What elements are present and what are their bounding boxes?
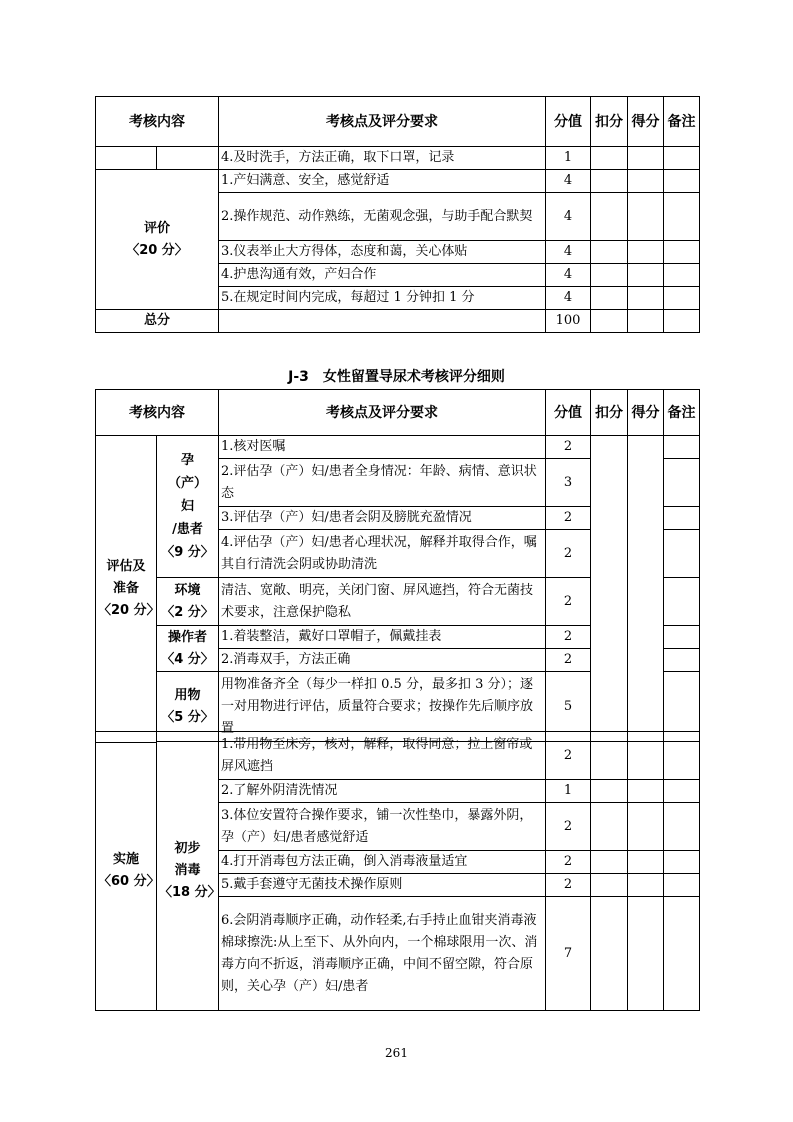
- get-cell[interactable]: [628, 851, 664, 874]
- item-score: 4: [546, 287, 591, 310]
- header-get: 得分: [628, 390, 664, 436]
- score-table-3: [95, 731, 700, 1011]
- header-content: 考核内容: [96, 390, 219, 436]
- get-cell[interactable]: [628, 310, 664, 333]
- item-text: 1.着装整洁，戴好口罩帽子，佩戴挂表: [219, 626, 546, 649]
- item-score: 2: [546, 578, 591, 626]
- deduct-cell[interactable]: [591, 193, 628, 241]
- header-deduct: 扣分: [591, 390, 628, 436]
- item-text: 2.操作规范、动作熟练，无菌观念强，与助手配合默契: [219, 193, 546, 241]
- item-score: 2: [546, 436, 591, 459]
- prep-label-line: 〈20 分〉: [98, 602, 160, 618]
- total-row: [96, 310, 700, 333]
- patient-label-line: 〈9 分〉: [161, 545, 214, 560]
- eval-label: [96, 170, 219, 310]
- item-score: 2: [546, 732, 591, 780]
- item-score: 4: [546, 264, 591, 287]
- item-score: 7: [546, 897, 591, 1011]
- remark-cell[interactable]: [664, 803, 700, 851]
- item-score: 4: [546, 193, 591, 241]
- deduct-cell[interactable]: [591, 241, 628, 264]
- item-score: 2: [546, 874, 591, 897]
- remark-cell[interactable]: [664, 459, 700, 507]
- disinfect-label-line: 初步: [174, 841, 201, 856]
- deduct-cell[interactable]: [591, 803, 628, 851]
- env-label-line: 〈2 分〉: [161, 604, 214, 620]
- item-score: 2: [546, 507, 591, 530]
- disinfect-label-line: 〈18 分〉: [159, 885, 221, 900]
- item-text: 2.消毒双手，方法正确: [219, 649, 546, 672]
- item-score: 2: [546, 851, 591, 874]
- remark-cell[interactable]: [664, 287, 700, 310]
- total-label: 总分: [96, 310, 219, 333]
- table-row: [96, 147, 700, 170]
- patient-label: [157, 436, 219, 578]
- item-score: 3: [546, 459, 591, 507]
- disinfect-label: [157, 732, 219, 1011]
- header-remark: 备注: [664, 97, 700, 147]
- item-score: 5: [546, 672, 591, 742]
- item-text: 2.了解外阴清洗情况: [219, 780, 546, 803]
- deduct-cell[interactable]: [591, 874, 628, 897]
- operator-label-line: 〈4 分〉: [161, 651, 214, 667]
- item-score: 4: [546, 170, 591, 193]
- deduct-cell[interactable]: [591, 780, 628, 803]
- header-row: [96, 390, 700, 436]
- item-text: 5.在规定时间内完成，每超过 1 分钟扣 1 分: [219, 287, 546, 310]
- remark-cell[interactable]: [664, 732, 700, 780]
- header-score: 分值: [546, 97, 591, 147]
- deduct-cell[interactable]: [591, 264, 628, 287]
- get-cell[interactable]: [628, 803, 664, 851]
- item-text: 1.产妇满意、安全，感觉舒适: [219, 170, 546, 193]
- header-score: 分值: [546, 390, 591, 436]
- remark-cell[interactable]: [664, 626, 700, 649]
- empty-cell: [157, 147, 219, 170]
- table-row: [96, 170, 700, 193]
- operator-label: [157, 626, 219, 672]
- prep-label: [96, 436, 160, 743]
- deduct-cell[interactable]: [591, 436, 628, 742]
- score-table-1: [95, 96, 700, 333]
- patient-label-line: 妇: [180, 499, 194, 514]
- prep-label-line: 评估及: [106, 558, 146, 574]
- prep-label-line: 准备: [112, 580, 139, 596]
- remark-cell[interactable]: [664, 147, 700, 170]
- operator-label-line: 操作者: [167, 629, 207, 645]
- table-row: [96, 436, 700, 459]
- remark-cell[interactable]: [664, 241, 700, 264]
- section-title: J-3 女性留置导尿术考核评分细则: [288, 369, 505, 385]
- get-cell[interactable]: [628, 241, 664, 264]
- get-cell[interactable]: [628, 170, 664, 193]
- empty-cell: [96, 147, 157, 170]
- page-number: 261: [385, 1046, 408, 1060]
- item-text: 3.仪表举止大方得体，态度和蔼，关心体贴: [219, 241, 546, 264]
- item-score: 2: [546, 530, 591, 578]
- item-text: 1.核对医嘱: [219, 436, 546, 459]
- header-row: [96, 97, 700, 147]
- remark-cell[interactable]: [664, 310, 700, 333]
- patient-label-line: 孕: [180, 453, 194, 468]
- remark-cell[interactable]: [664, 193, 700, 241]
- item-text: 3.评估孕（产）妇/患者会阴及膀胱充盈情况: [219, 507, 546, 530]
- remark-cell[interactable]: [664, 170, 700, 193]
- item-text: 6.会阴消毒顺序正确，动作轻柔,右手持止血钳夹消毒液棉球擦洗:从上至下、从外向内，一个棉球限用一次、消毒方向不折返，消毒顺序正确，中间不留空隙，符合原则，关心孕（产）妇/患者: [219, 897, 546, 1011]
- score-table-2: [95, 389, 700, 743]
- header-deduct: 扣分: [591, 97, 628, 147]
- item-text: 3.体位安置符合操作要求，铺一次性垫巾，暴露外阴，孕（产）妇/患者感觉舒适: [219, 803, 546, 851]
- deduct-cell[interactable]: [591, 147, 628, 170]
- item-text: 2.评估孕（产）妇/患者全身情况：年龄、病情、意识状态: [219, 459, 546, 507]
- get-cell[interactable]: [628, 193, 664, 241]
- header-get: 得分: [628, 97, 664, 147]
- get-cell[interactable]: [628, 732, 664, 780]
- total-score: 100: [546, 310, 591, 333]
- remark-cell[interactable]: [664, 436, 700, 459]
- item-text: 清洁、宽敞、明亮，关闭门窗、屏风遮挡，符合无菌技术要求，注意保护隐私: [219, 578, 546, 626]
- get-cell[interactable]: [628, 780, 664, 803]
- deduct-cell[interactable]: [591, 851, 628, 874]
- item-score: 1: [546, 147, 591, 170]
- item-score: 2: [546, 649, 591, 672]
- item-score: 1: [546, 780, 591, 803]
- table-row: [96, 732, 700, 780]
- remark-cell[interactable]: [664, 851, 700, 874]
- supplies-label-line: 〈5 分〉: [161, 709, 214, 725]
- env-label-line: 环境: [174, 582, 201, 598]
- remark-cell[interactable]: [664, 897, 700, 1011]
- impl-label: [96, 732, 160, 1011]
- item-score: 2: [546, 803, 591, 851]
- get-cell[interactable]: [628, 897, 664, 1011]
- deduct-cell[interactable]: [591, 310, 628, 333]
- item-text: 用物准备齐全（每少一样扣 0.5 分，最多扣 3 分）；逐一对用物进行评估，质量符合要求；按操作先后顺序放置: [219, 672, 546, 742]
- eval-label-line: 〈20 分〉: [126, 242, 188, 258]
- eval-label-line: 评价: [143, 220, 170, 236]
- get-cell[interactable]: [628, 264, 664, 287]
- remark-cell[interactable]: [664, 507, 700, 530]
- item-text: 1.带用物至床旁，核对，解释，取得同意；拉上窗帘或屏风遮挡: [219, 732, 546, 780]
- remark-cell[interactable]: [664, 530, 700, 578]
- empty-cell: [219, 310, 546, 333]
- get-cell[interactable]: [628, 287, 664, 310]
- item-text: 4.打开消毒包方法正确，倒入消毒液量适宜: [219, 851, 546, 874]
- item-score: 4: [546, 241, 591, 264]
- header-remark: 备注: [664, 390, 700, 436]
- patient-label-line: /患者: [172, 522, 203, 537]
- impl-label-line: 实施: [112, 852, 139, 867]
- remark-cell[interactable]: [664, 264, 700, 287]
- deduct-cell[interactable]: [591, 897, 628, 1011]
- get-cell[interactable]: [628, 436, 664, 742]
- item-score: 2: [546, 626, 591, 649]
- header-points: 考核点及评分要求: [219, 390, 546, 436]
- deduct-cell[interactable]: [591, 732, 628, 780]
- header-points: 考核点及评分要求: [219, 97, 546, 147]
- remark-cell[interactable]: [664, 874, 700, 897]
- deduct-cell[interactable]: [591, 170, 628, 193]
- remark-cell[interactable]: [664, 578, 700, 626]
- get-cell[interactable]: [628, 874, 664, 897]
- patient-label-line: （产）: [167, 476, 207, 491]
- env-label: [157, 578, 219, 626]
- supplies-label-line: 用物: [174, 687, 201, 703]
- item-text: 4.及时洗手，方法正确，取下口罩，记录: [219, 147, 546, 170]
- get-cell[interactable]: [628, 147, 664, 170]
- item-text: 5.戴手套遵守无菌技术操作原则: [219, 874, 546, 897]
- item-text: 4.评估孕（产）妇/患者心理状况，解释并取得合作，嘱其自行清洗会阴或协助清洗: [219, 530, 546, 578]
- item-text: 4.护患沟通有效，产妇合作: [219, 264, 546, 287]
- remark-cell[interactable]: [664, 780, 700, 803]
- remark-cell[interactable]: [664, 649, 700, 672]
- deduct-cell[interactable]: [591, 287, 628, 310]
- disinfect-label-line: 消毒: [174, 863, 201, 878]
- impl-label-line: 〈60 分〉: [98, 874, 160, 889]
- header-content: 考核内容: [96, 97, 219, 147]
